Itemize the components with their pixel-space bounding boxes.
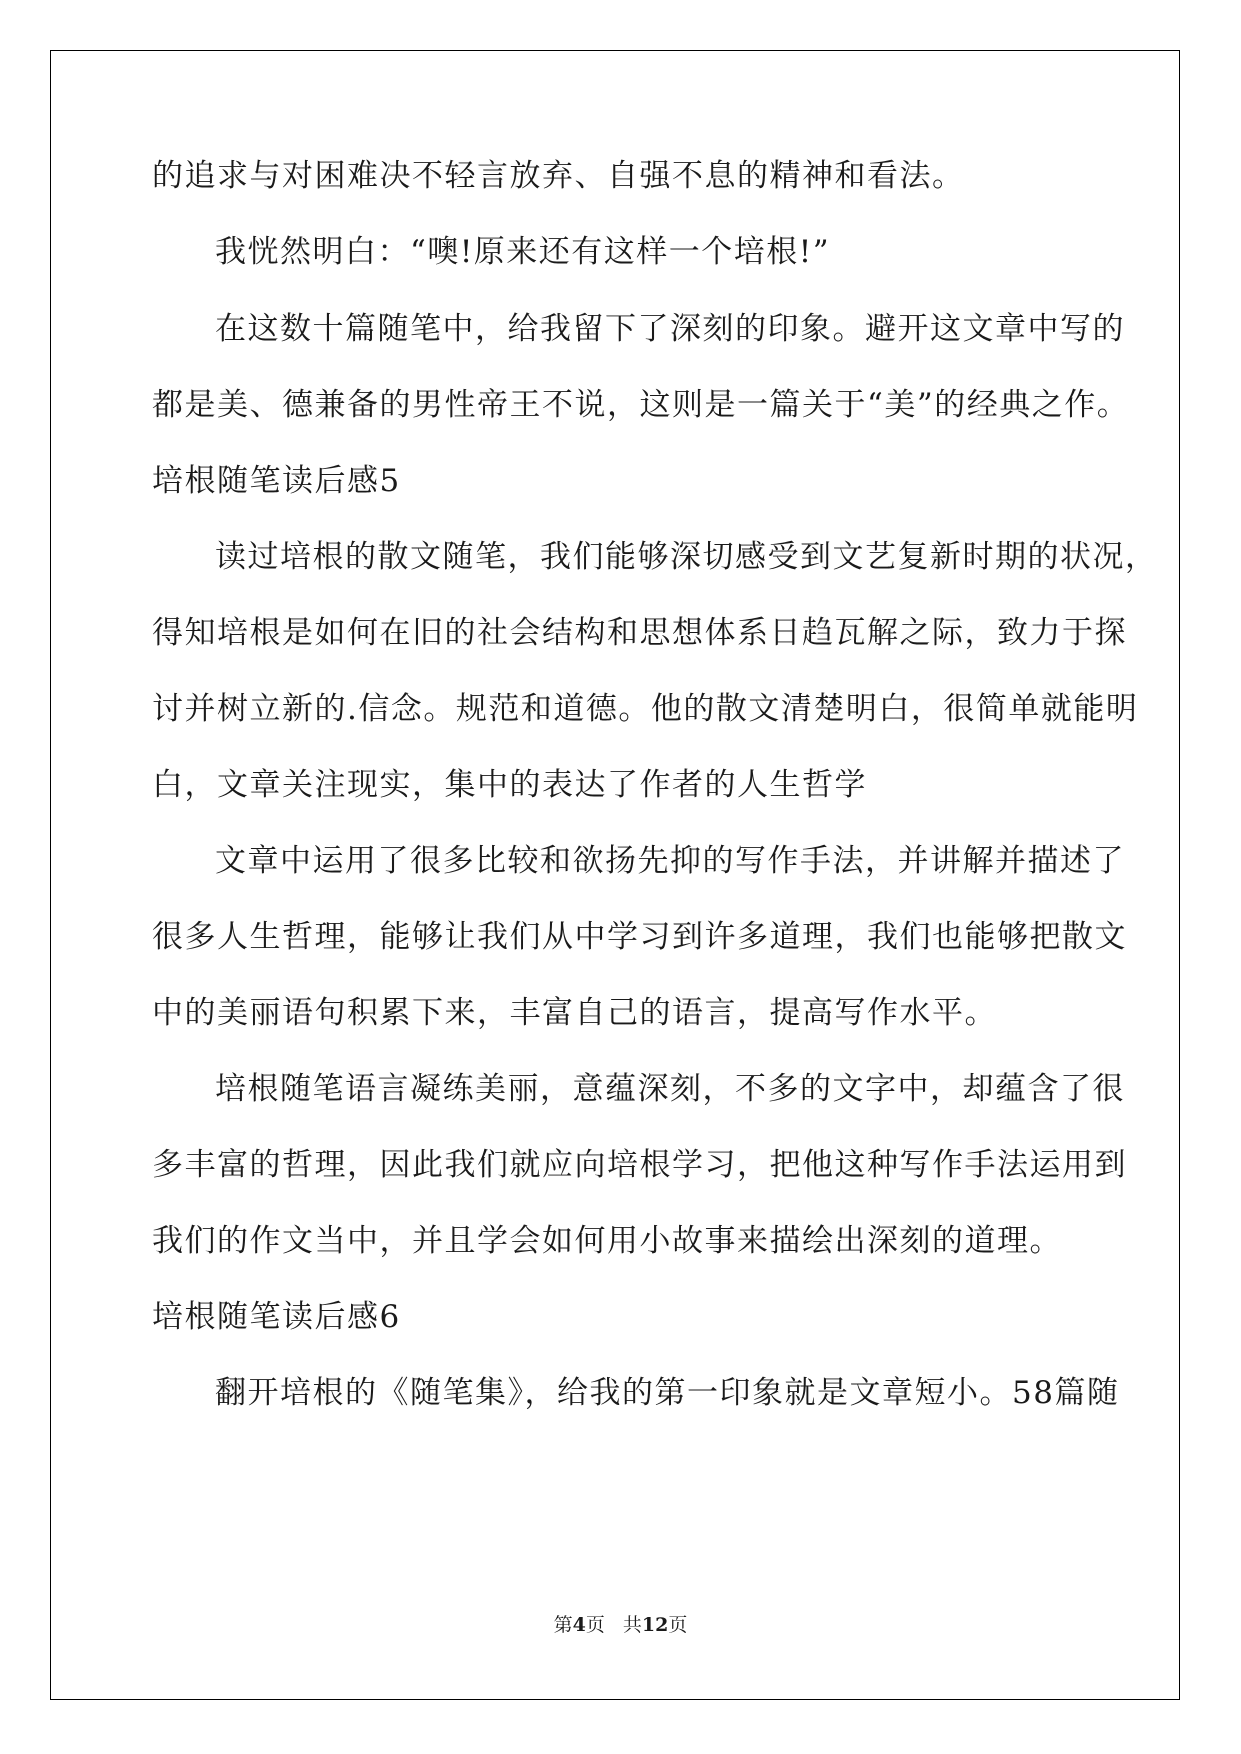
text-line: 培根随笔语言凝练美丽，意蕴深刻，不多的文字中，却蕴含了很	[215, 1071, 1125, 1107]
footer-total-prefix: 共	[622, 1614, 642, 1636]
text-line: 在这数十篇随笔中，给我留下了深刻的印象。避开这文章中写的	[215, 311, 1125, 347]
page-footer	[0, 1613, 1241, 1637]
text-line: 白，文章关注现实，集中的表达了作者的人生哲学	[152, 767, 867, 803]
text-line: 我们的作文当中，并且学会如何用小故事来描绘出深刻的道理。	[152, 1223, 1062, 1259]
text-line: 得知培根是如何在旧的社会结构和思想体系日趋瓦解之际，致力于探	[152, 615, 1127, 651]
section-heading: 培根随笔读后感5	[152, 463, 401, 499]
text-line: 很多人生哲理，能够让我们从中学习到许多道理，我们也能够把散文	[152, 919, 1127, 955]
footer-page-suffix: 页	[585, 1614, 605, 1636]
section-heading: 培根随笔读后感6	[152, 1299, 401, 1335]
footer-total-pages: 12	[641, 1614, 669, 1636]
footer-total-suffix: 页	[668, 1614, 688, 1636]
text-line: 翻开培根的《随笔集》，给我的第一印象就是文章短小。58篇随	[215, 1375, 1120, 1411]
footer-page-number: 4	[572, 1614, 586, 1636]
text-line: 读过培根的散文随笔，我们能够深切感受到文艺复新时期的状况，	[215, 539, 1158, 575]
text-line: 我恍然明白：“噢!原来还有这样一个培根!”	[215, 234, 831, 270]
text-line: 的追求与对困难决不轻言放弃、自强不息的精神和看法。	[152, 158, 965, 194]
text-line: 讨并树立新的.信念。规范和道德。他的散文清楚明白，很简单就能明	[152, 691, 1139, 727]
text-line: 中的美丽语句积累下来，丰富自己的语言，提高写作水平。	[152, 995, 997, 1031]
text-line: 都是美、德兼备的男性帝王不说，这则是一篇关于“美”的经典之作。	[152, 387, 1130, 423]
footer-page-prefix: 第	[553, 1614, 573, 1636]
text-line: 多丰富的哲理，因此我们就应向培根学习，把他这种写作手法运用到	[152, 1147, 1127, 1183]
text-line: 文章中运用了很多比较和欲扬先抑的写作手法，并讲解并描述了	[215, 843, 1125, 879]
